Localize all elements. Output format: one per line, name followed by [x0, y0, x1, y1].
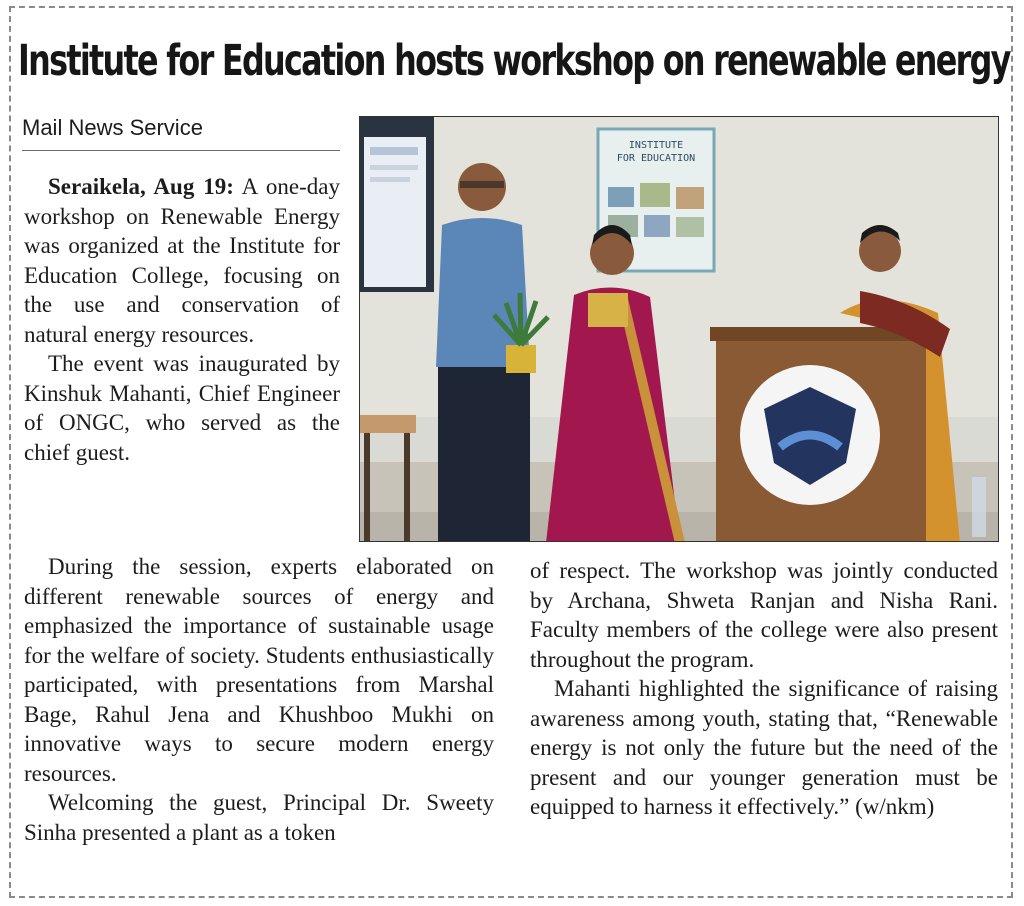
paragraph-5: Mahanti highlighted the significance of raising awareness among youth, stating that, “Renewable energy is not only the future but the need of the present and our younger generation must be equipped to harness it effectively.” (w/nkm) [530, 676, 998, 819]
paragraph-4-continued: of respect. The workshop was jointly conducted by Archana, Shweta Ranjan and Nisha Rani. Faculty members of the college were also present throughout the program. [530, 558, 998, 672]
article-column-2 [24, 552, 494, 847]
paragraph-1 [24, 172, 340, 349]
svg-text:INSTITUTE: INSTITUTE [628, 140, 684, 151]
article-column-3 [530, 556, 998, 822]
headline: Institute for Education hosts workshop on renewable energy [18, 36, 1010, 86]
paragraph-1-text: A one-day workshop on Renewable Energy was organized at the Institute for Education College, focusing on the use and conservation of natural energy resources. [24, 174, 340, 347]
paragraph-3: During the session, experts elaborated on different renewable sources of energy and emphasized the importance of sustainable usage for the welfare of society. Students enthusiastically participated, with presentations from Marshal Bage, Rahul Jena and Khushboo Mukhi on innovative ways to secure modern energy resources. [24, 554, 494, 786]
event-photo-illustration [360, 117, 999, 542]
paragraph-2: The event was inaugurated by Kinshuk Mahanti, Chief Engineer of ONGC, who served as the chief guest. [24, 351, 340, 465]
paragraph-4: Welcoming the guest, Principal Dr. Sweety Sinha presented a plant as a token [24, 790, 494, 845]
dateline: Seraikela, Aug 19: [48, 174, 234, 199]
svg-text:FOR EDUCATION: FOR EDUCATION [616, 153, 696, 164]
article-column-1 [24, 172, 340, 467]
byline: Mail News Service [22, 112, 340, 151]
event-photo [359, 116, 999, 542]
